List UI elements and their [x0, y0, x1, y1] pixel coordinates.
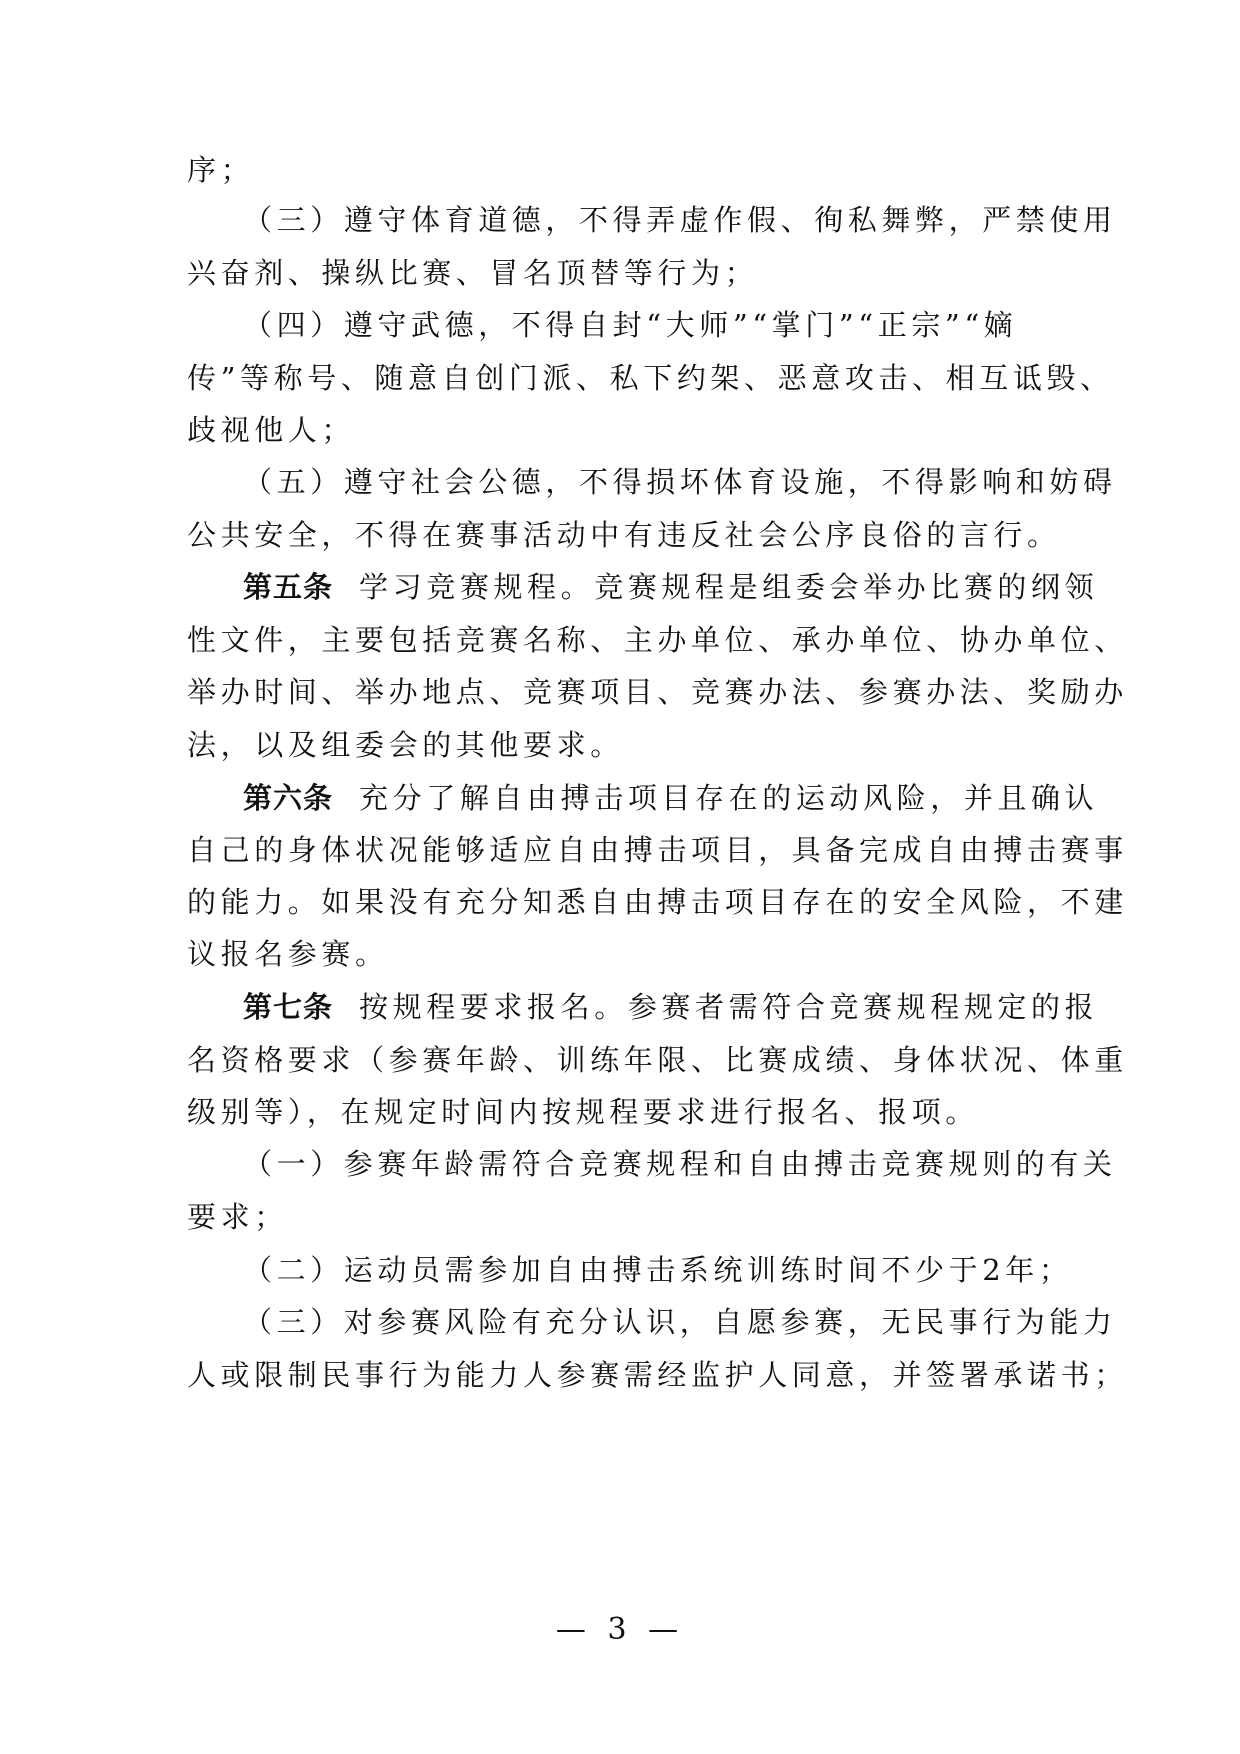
article-6-line: [243, 778, 1099, 818]
article-heading: 第六条: [243, 781, 334, 815]
text-line: （三）遵守体育道德，不得弄虚作假、徇私舞弊，严禁使用: [243, 203, 1117, 237]
article-5-line: [243, 567, 1099, 607]
text-line: 人或限制民事行为能力人参赛需经监护人同意，并签署承诺书；: [187, 1358, 1128, 1392]
text-line: 传”等称号、随意自创门派、私下约架、恶意攻击、相互诋毁、: [187, 361, 1114, 395]
article-heading: 第五条: [243, 570, 334, 604]
text-line: 要求；: [187, 1200, 288, 1234]
text-line: 性文件，主要包括竞赛名称、主办单位、承办单位、协办单位、: [187, 623, 1128, 657]
article-heading: 第七条: [243, 990, 334, 1024]
text-line: 兴奋剂、操纵比赛、冒名顶替等行为；: [187, 256, 759, 290]
text-line: （二）运动员需参加自由搏击系统训练时间不少于2年；: [243, 1253, 1073, 1287]
text-line: 自己的身体状况能够适应自由搏击项目，具备完成自由搏击赛事: [187, 833, 1128, 867]
text-line: 序；: [187, 153, 255, 187]
text-line: 学习竞赛规程。竞赛规程是组委会举办比赛的纲领: [359, 570, 1099, 604]
text-line: 名资格要求（参赛年龄、训练年限、比赛成绩、身体状况、体重: [187, 1043, 1128, 1077]
text-line: 的能力。如果没有充分知悉自由搏击项目存在的安全风险，不建: [187, 885, 1128, 919]
text-line: 充分了解自由搏击项目存在的运动风险，并且确认: [359, 781, 1099, 815]
text-line: （三）对参赛风险有充分认识，自愿参赛，无民事行为能力: [243, 1305, 1117, 1339]
article-7-line: [243, 987, 1099, 1027]
text-line: 级别等），在规定时间内按规程要求进行报名、报项。: [187, 1095, 979, 1129]
text-line: 歧视他人；: [187, 413, 356, 447]
text-line: （一）参赛年龄需符合竞赛规程和自由搏击竞赛规则的有关: [243, 1147, 1117, 1181]
text-line: （五）遵守社会公德，不得损坏体育设施，不得影响和妨碍: [243, 465, 1117, 499]
text-line: 公共安全，不得在赛事活动中有违反社会公序良俗的言行。: [187, 518, 1061, 552]
text-line: 举办时间、举办地点、竞赛项目、竞赛办法、参赛办法、奖励办: [187, 675, 1128, 709]
text-line: （四）遵守武德，不得自封“大师”“掌门”“正宗”“嫡: [243, 308, 1018, 342]
page-number: — 3 —: [555, 1612, 685, 1647]
text-line: 按规程要求报名。参赛者需符合竞赛规程规定的报: [359, 990, 1099, 1024]
text-line: 法，以及组委会的其他要求。: [187, 728, 624, 762]
text-line: 议报名参赛。: [187, 937, 389, 971]
